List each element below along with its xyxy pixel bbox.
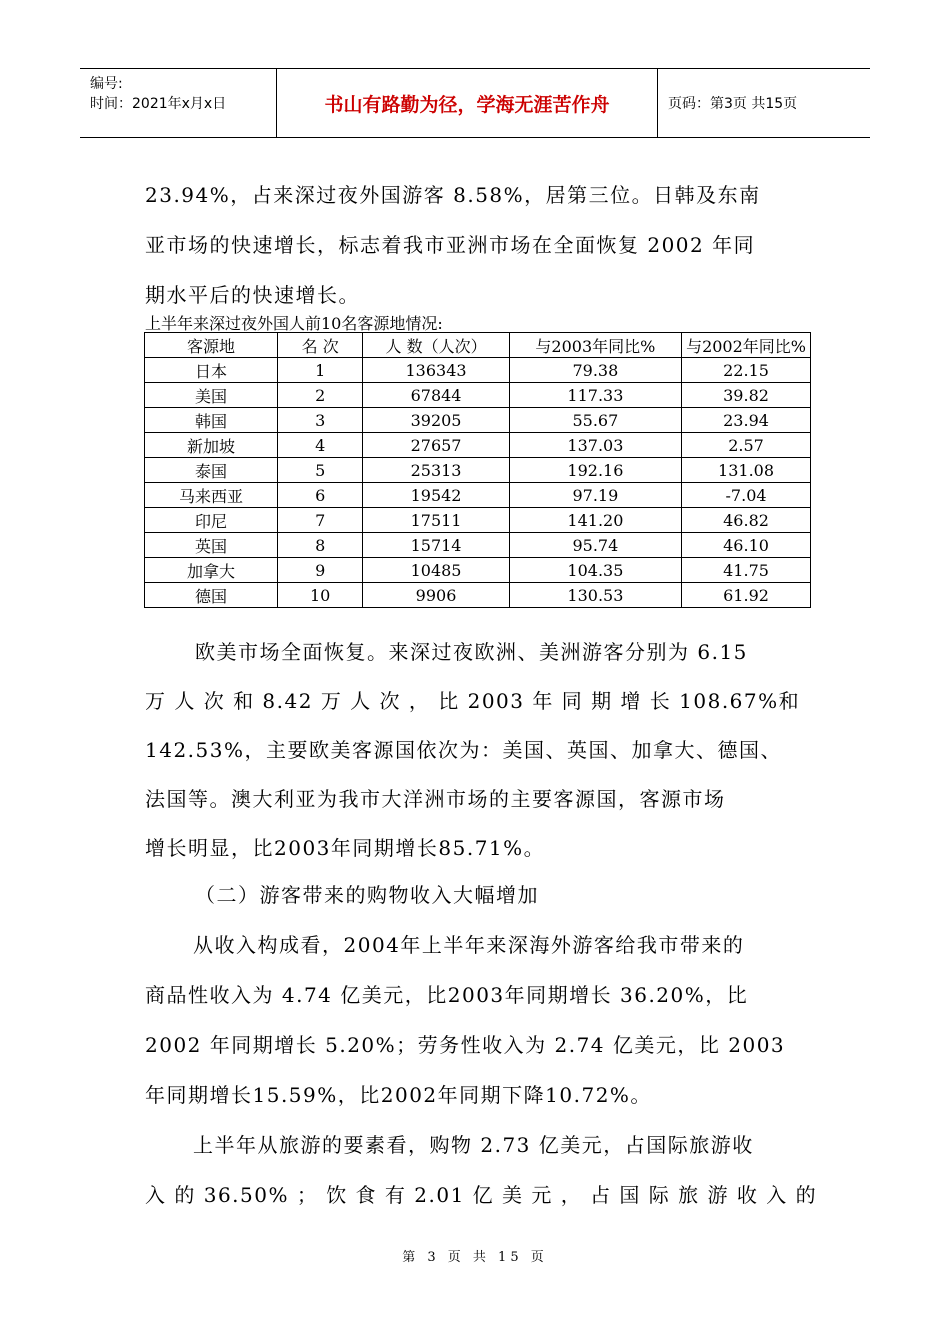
text-line: 年同期增长15.59%，比2002年同期下降10.72%。 <box>145 1083 652 1107</box>
cell-rank: 5 <box>278 458 363 483</box>
cell-visitors: 39205 <box>363 408 509 433</box>
text-line: 23.94%，占来深过夜外国游客 8.58%，居第三位。日韩及东南 <box>145 183 761 207</box>
cell-visitors: 19542 <box>363 483 509 508</box>
cell-origin: 韩国 <box>145 408 278 433</box>
section-heading: （二）游客带来的购物收入大幅增加 <box>195 883 539 907</box>
column-header-vs-2002: 与2002年同比% <box>682 333 811 358</box>
cell-visitors: 25313 <box>363 458 509 483</box>
cell-vs-2003: 79.38 <box>509 358 681 383</box>
cell-vs-2002: 46.10 <box>682 533 811 558</box>
cell-origin: 美国 <box>145 383 278 408</box>
text-line: 入 的 36.50% ； 饮 食 有 2.01 亿 美 元 ， 占 国 际 旅 游 收 入 的 <box>145 1183 818 1207</box>
text-line: 上半年从旅游的要素看，购物 2.73 亿美元，占国际旅游收 <box>193 1133 754 1157</box>
cell-rank: 7 <box>278 508 363 533</box>
text-line: 万 人 次 和 8.42 万 人 次 ， 比 2003 年 同 期 增 长 108.67%和 <box>145 689 801 713</box>
table-row <box>145 383 811 408</box>
cell-vs-2003: 95.74 <box>509 533 681 558</box>
column-header-origin: 客源地 <box>145 333 278 358</box>
table-row <box>145 433 811 458</box>
paragraph-tourism-elements <box>145 1120 818 1220</box>
text-line: 法国等。澳大利亚为我市大洋洲市场的主要客源国，客源市场 <box>145 787 726 811</box>
header-page-info: 页码：第3页 共15页 <box>668 96 798 112</box>
table-row <box>145 558 811 583</box>
column-header-rank: 名 次 <box>278 333 363 358</box>
cell-vs-2003: 55.67 <box>509 408 681 433</box>
text-line: 期水平后的快速增长。 <box>145 283 360 307</box>
cell-origin: 德国 <box>145 583 278 608</box>
header-meta <box>80 69 277 137</box>
cell-rank: 2 <box>278 383 363 408</box>
cell-visitors: 136343 <box>363 358 509 383</box>
text-line: 欧美市场全面恢复。来深过夜欧洲、美洲游客分别为 6.15 <box>195 640 748 664</box>
source-market-table <box>144 332 811 608</box>
cell-vs-2002: 131.08 <box>682 458 811 483</box>
cell-vs-2002: -7.04 <box>682 483 811 508</box>
paragraph-europe-america <box>145 628 810 873</box>
cell-origin: 英国 <box>145 533 278 558</box>
cell-vs-2003: 97.19 <box>509 483 681 508</box>
cell-visitors: 67844 <box>363 383 509 408</box>
table-row <box>145 508 811 533</box>
cell-rank: 4 <box>278 433 363 458</box>
cell-visitors: 27657 <box>363 433 509 458</box>
text-line: 从收入构成看，2004年上半年来深海外游客给我市带来的 <box>193 933 745 957</box>
cell-vs-2002: 22.15 <box>682 358 811 383</box>
cell-rank: 1 <box>278 358 363 383</box>
text-line: 亚市场的快速增长，标志着我市亚洲市场在全面恢复 2002 年同 <box>145 233 756 257</box>
cell-origin: 泰国 <box>145 458 278 483</box>
cell-visitors: 15714 <box>363 533 509 558</box>
cell-vs-2003: 130.53 <box>509 583 681 608</box>
cell-vs-2002: 23.94 <box>682 408 811 433</box>
cell-origin: 日本 <box>145 358 278 383</box>
cell-rank: 6 <box>278 483 363 508</box>
text-line: 2002 年同期增长 5.20%；劳务性收入为 2.74 亿美元，比 2003 <box>145 1033 786 1057</box>
table-row <box>145 408 811 433</box>
cell-vs-2002: 46.82 <box>682 508 811 533</box>
cell-vs-2003: 104.35 <box>509 558 681 583</box>
cell-rank: 3 <box>278 408 363 433</box>
cell-origin: 加拿大 <box>145 558 278 583</box>
table-caption: 上半年来深过夜外国人前10名客源地情况: <box>145 314 443 333</box>
table-row <box>145 583 811 608</box>
document-header <box>80 68 870 138</box>
cell-visitors: 10485 <box>363 558 509 583</box>
paragraph-income-structure <box>145 920 810 1120</box>
column-header-vs-2003: 与2003年同比% <box>509 333 681 358</box>
text-line: 142.53%，主要欧美客源国依次为：美国、英国、加拿大、德国、 <box>145 738 782 762</box>
table-header-row <box>145 333 811 358</box>
cell-origin: 印尼 <box>145 508 278 533</box>
paragraph-asia-growth <box>145 170 810 320</box>
time-label: 时间：2021年x月x日 <box>90 96 227 112</box>
cell-origin: 新加坡 <box>145 433 278 458</box>
cell-vs-2003: 117.33 <box>509 383 681 408</box>
text-line: 商品性收入为 4.74 亿美元，比2003年同期增长 36.20%，比 <box>145 983 749 1007</box>
cell-rank: 9 <box>278 558 363 583</box>
page-footer: 第 3 页 共 15 页 <box>402 1250 548 1265</box>
table-row <box>145 358 811 383</box>
cell-rank: 10 <box>278 583 363 608</box>
cell-rank: 8 <box>278 533 363 558</box>
table-row <box>145 533 811 558</box>
cell-vs-2002: 39.82 <box>682 383 811 408</box>
cell-origin: 马来西亚 <box>145 483 278 508</box>
cell-vs-2003: 192.16 <box>509 458 681 483</box>
number-label: 编号: <box>90 76 123 92</box>
header-motto: 书山有路勤为径，学海无涯苦作舟 <box>277 69 658 137</box>
column-header-visitors: 人 数（人次） <box>363 333 509 358</box>
cell-visitors: 17511 <box>363 508 509 533</box>
text-line: 增长明显，比2003年同期增长85.71%。 <box>145 836 546 860</box>
cell-vs-2002: 2.57 <box>682 433 811 458</box>
cell-vs-2002: 41.75 <box>682 558 811 583</box>
cell-vs-2003: 141.20 <box>509 508 681 533</box>
table-row <box>145 458 811 483</box>
cell-vs-2003: 137.03 <box>509 433 681 458</box>
cell-visitors: 9906 <box>363 583 509 608</box>
table-row <box>145 483 811 508</box>
cell-vs-2002: 61.92 <box>682 583 811 608</box>
